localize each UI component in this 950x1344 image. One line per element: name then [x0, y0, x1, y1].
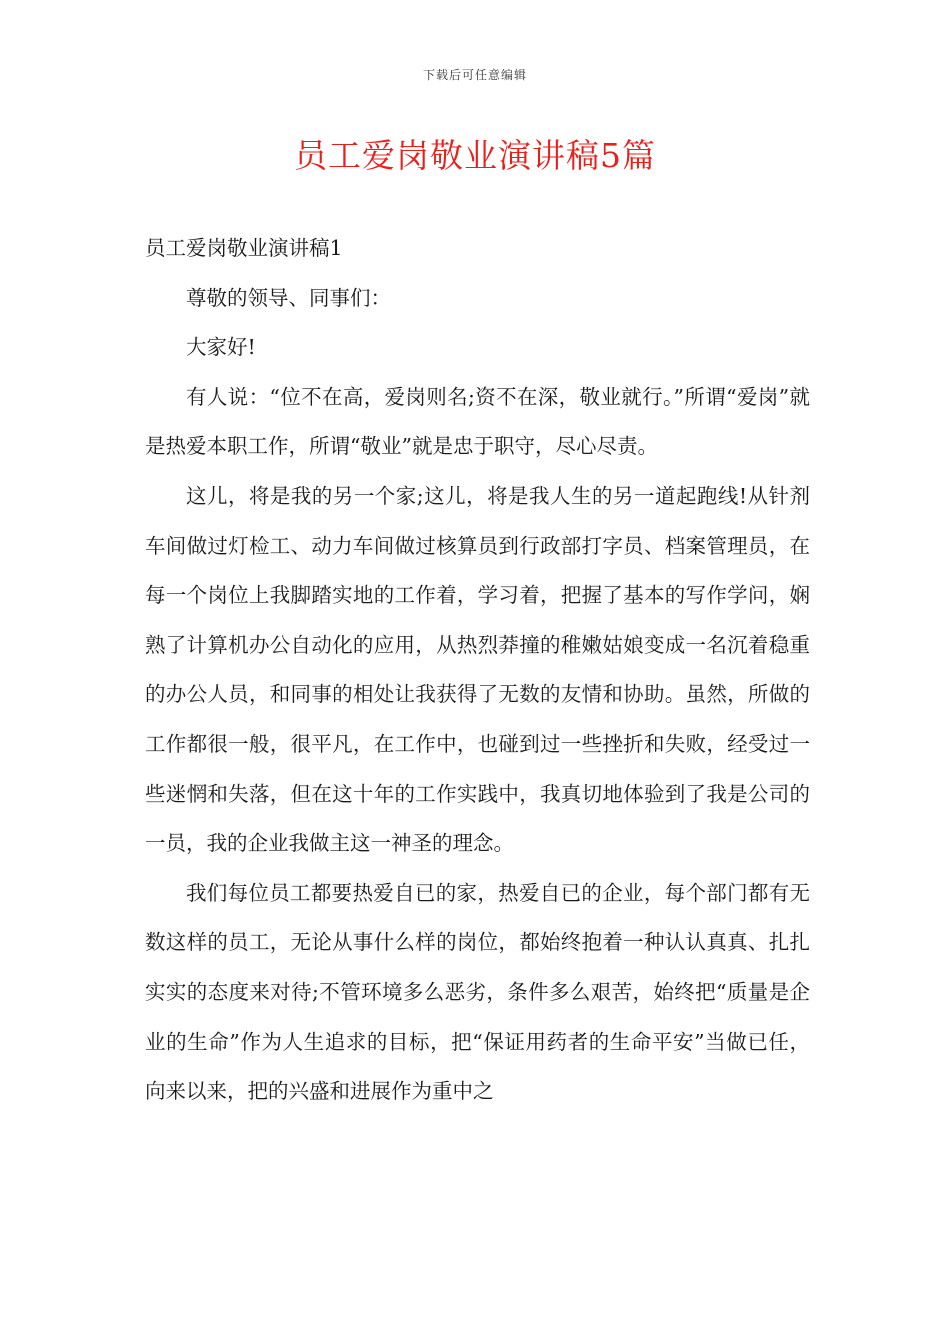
document-body — [145, 224, 810, 1117]
paragraph: 这儿，将是我的另一个家;这儿，将是我人生的另一道起跑线!从针剂车间做过灯检工、动力车间做过核算员到行政部打字员、档案管理员，在每一个岗位上我脚踏实地的工作着，学习着，把握了基本的写作学问，娴熟了计算机办公自动化的应用，从热烈莽撞的稚嫩姑娘变成一名沉着稳重的办公人员，和同事的相处让我获得了无数的友情和协助。虽然，所做的工作都很一般，很平凡，在工作中，也碰到过一些挫折和失败，经受过一些迷惘和失落，但在这十年的工作实践中，我真切地体验到了我是公司的一员，我的企业我做主这一神圣的理念。 — [145, 483, 810, 856]
paragraph: 我们每位员工都要热爱自已的家，热爱自已的企业，每个部门都有无数这样的员工，无论从事什么样的岗位，都始终抱着一种认认真真、扎扎实实的态度来对待;不管环境多么恶劣，条件多么艰苦，始终把“质量是企业的生命”作为人生追求的目标，把“保证用药者的生命平安”当做已任，向来以来，把的兴盛和进展作为重中之 — [145, 880, 810, 1104]
paragraph-greeting: 尊敬的领导、同事们： — [186, 285, 391, 310]
document-title: 员工爱岗敬业演讲稿5篇 — [294, 136, 656, 175]
paragraph-hello: 大家好! — [186, 335, 256, 360]
section-heading: 员工爱岗敬业演讲稿1 — [145, 236, 343, 260]
paragraph: 有人说：“位不在高，爱岗则名;资不在深，敬业就行。”所谓“爱岗”就是热爱本职工作，所谓“敬业”就是忠于职守，尽心尽责。 — [145, 384, 810, 459]
header-note: 下载后可任意编辑 — [422, 68, 527, 82]
